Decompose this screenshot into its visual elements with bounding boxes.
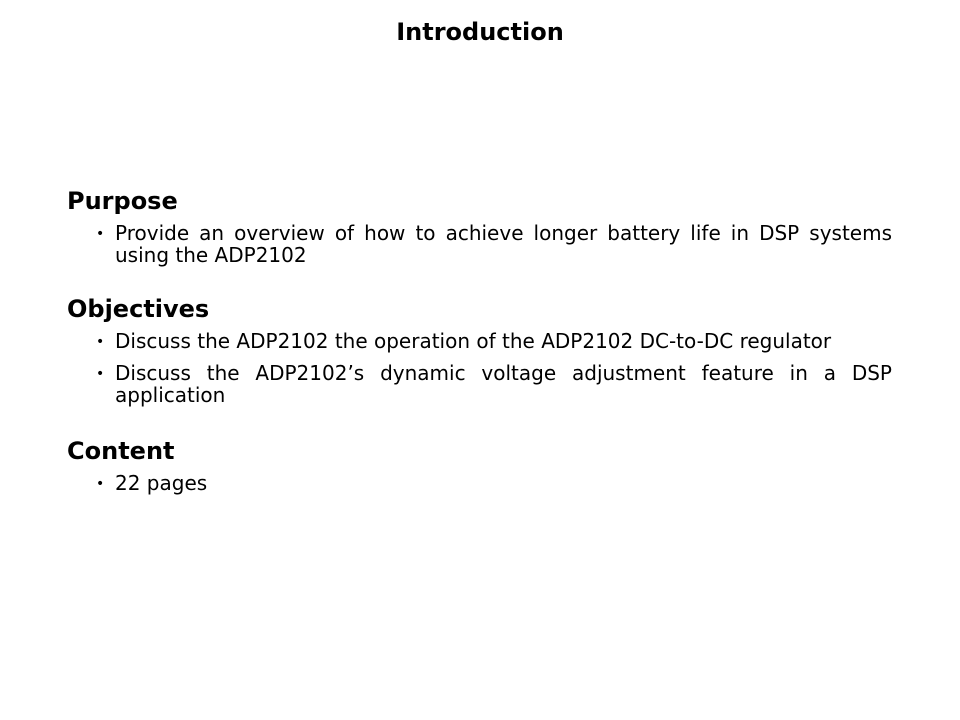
bullet-icon: • (96, 366, 105, 382)
bullet-item (67, 362, 892, 406)
section-heading: Purpose (67, 187, 178, 215)
section-objectives (67, 294, 892, 406)
bullet-item (67, 222, 892, 266)
bullet-text: 22 pages (115, 471, 208, 495)
bullet-list (67, 330, 892, 406)
bullet-icon: • (96, 226, 105, 242)
section-purpose (67, 186, 892, 266)
bullet-text: Provide an overview of how to achieve longer battery life in DSP systems using the ADP2102 (115, 221, 892, 267)
bullet-text: Discuss the ADP2102 the operation of the ADP2102 DC-to-DC regulator (115, 329, 832, 353)
bullet-item (67, 330, 892, 352)
bullet-icon: • (96, 334, 105, 350)
section-heading: Content (67, 437, 175, 465)
bullet-text: Discuss the ADP2102’s dynamic voltage adjustment feature in a DSP application (115, 361, 892, 407)
section-heading: Objectives (67, 295, 210, 323)
bullet-list (67, 472, 892, 494)
bullet-list (67, 222, 892, 266)
slide-title: Introduction (396, 18, 564, 46)
bullet-item (67, 472, 892, 494)
bullet-icon: • (96, 476, 105, 492)
slide-content (67, 186, 892, 518)
section-content (67, 436, 892, 494)
